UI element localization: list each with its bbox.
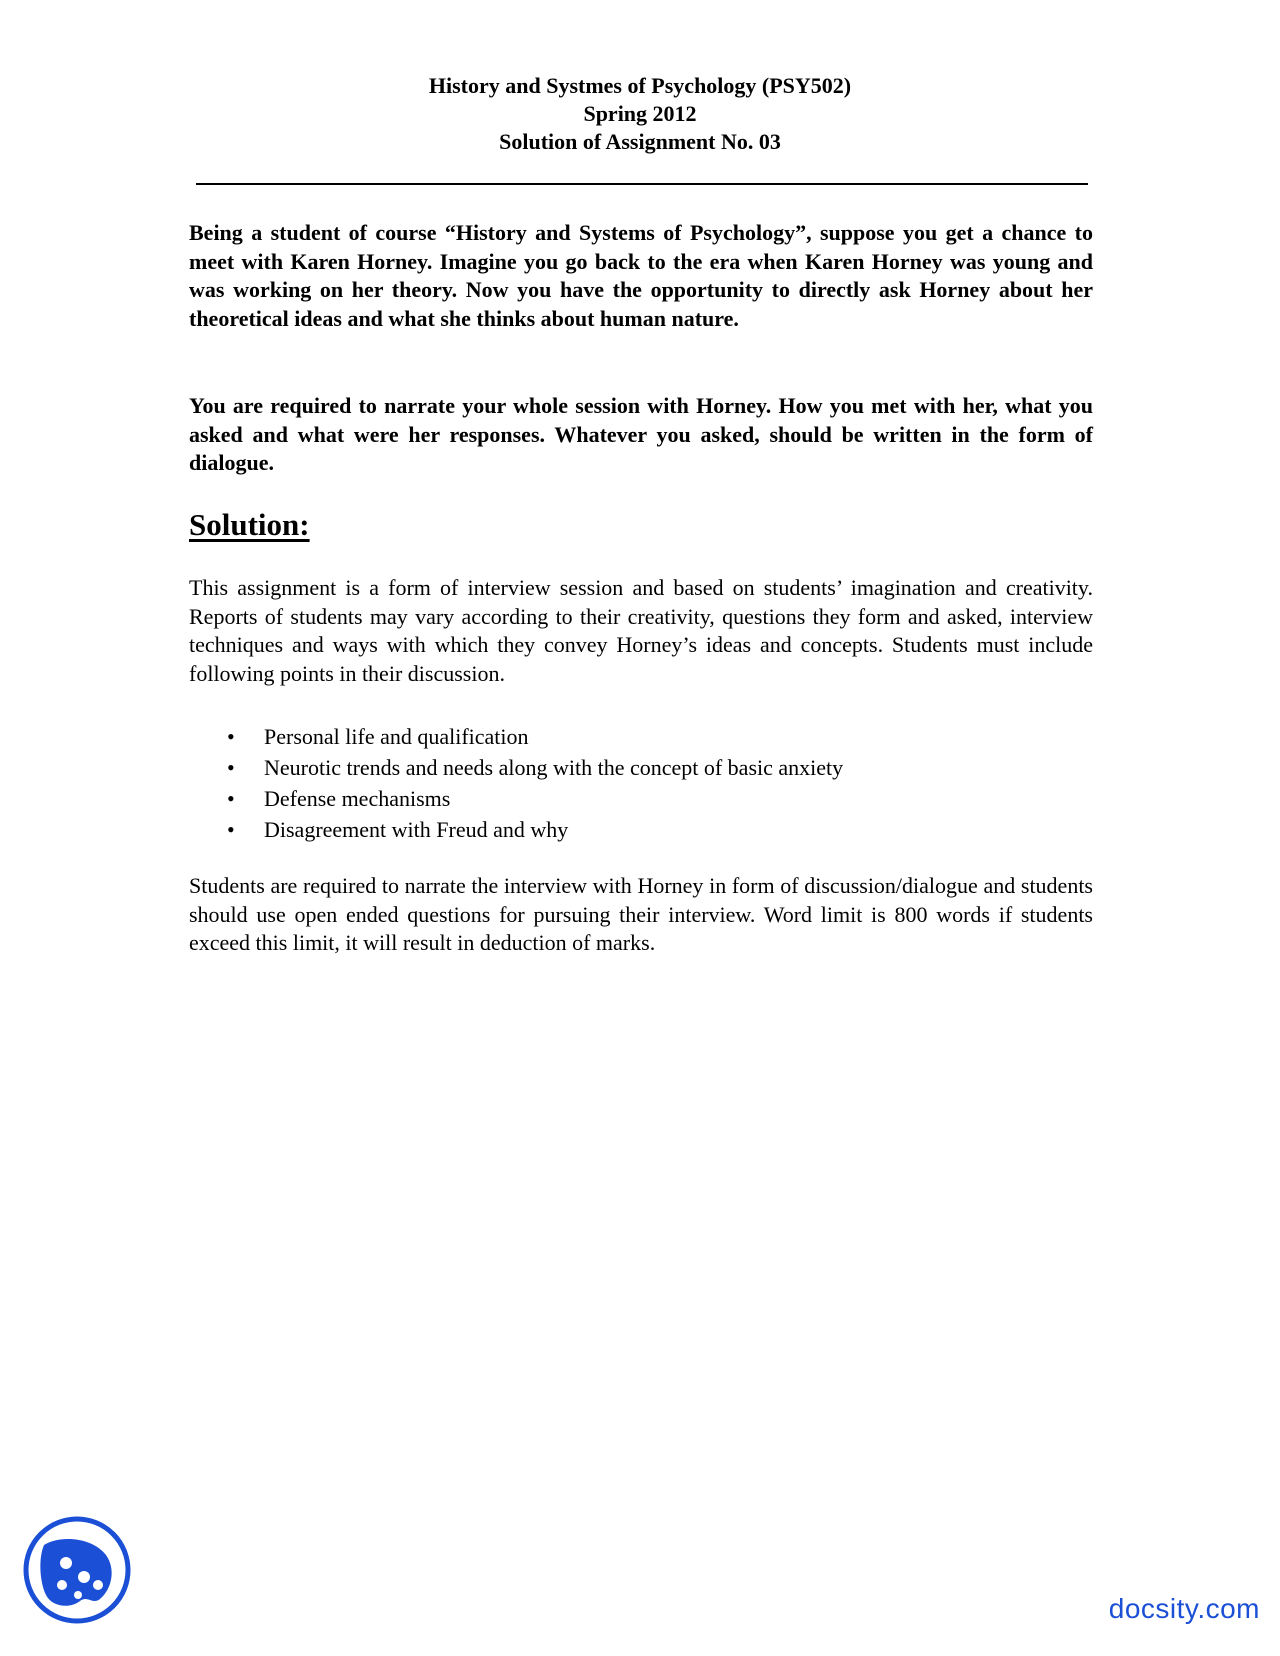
- bullet-icon: •: [227, 817, 235, 842]
- bullet-icon: •: [227, 755, 235, 780]
- bullet-icon: •: [227, 724, 235, 749]
- header-divider: [196, 183, 1088, 185]
- list-item: [189, 721, 1093, 752]
- list-item-text: Disagreement with Freud and why: [264, 817, 569, 842]
- solution-intro: This assignment is a form of interview session and based on students’ imagination and creativity. Reports of students may vary according to their creativity, questions they form and asked, interview techniques and ways with which they convey Horney’s ideas and concepts. Students must include following points in their discussion.: [189, 575, 1093, 687]
- solution-closing: Students are required to narrate the interview with Horney in form of discussion/dialogue and students should use open ended questions for pursuing their interview. Word limit is 800 words if students exceed this limit, it will result in deduction of marks.: [189, 873, 1093, 956]
- bullet-icon: •: [227, 786, 235, 811]
- discussion-points-list: [189, 721, 1093, 845]
- task-paragraph-2: You are required to narrate your whole session with Horney. How you met with her, what you asked and what were her responses. Whatever you asked, should be written in the form of dialogue.: [189, 393, 1093, 476]
- list-item-text: Neurotic trends and needs along with the concept of basic anxiety: [264, 755, 844, 780]
- list-item: [189, 752, 1093, 783]
- task-paragraph-1: Being a student of course “History and Systems of Psychology”, suppose you get a chance to meet with Karen Horney. Imagine you go back to the era when Karen Horney was young and was working on her theory. Now you have the opportunity to directly ask Horney about her theoretical ideas and what she thinks about human nature.: [189, 220, 1093, 332]
- docsity-logo-icon[interactable]: [22, 1515, 132, 1625]
- assignment-title: Solution of Assignment No. 03: [499, 129, 781, 154]
- solution-heading: Solution:: [189, 507, 310, 542]
- list-item: [189, 783, 1093, 814]
- docsity-watermark[interactable]: docsity.com: [1108, 1593, 1260, 1624]
- list-item-text: Defense mechanisms: [264, 786, 451, 811]
- course-title: History and Systmes of Psychology (PSY502): [428, 73, 852, 98]
- list-item-text: Personal life and qualification: [264, 724, 529, 749]
- semester: Spring 2012: [583, 101, 697, 126]
- list-item: [189, 814, 1093, 845]
- document-header: [0, 72, 1280, 156]
